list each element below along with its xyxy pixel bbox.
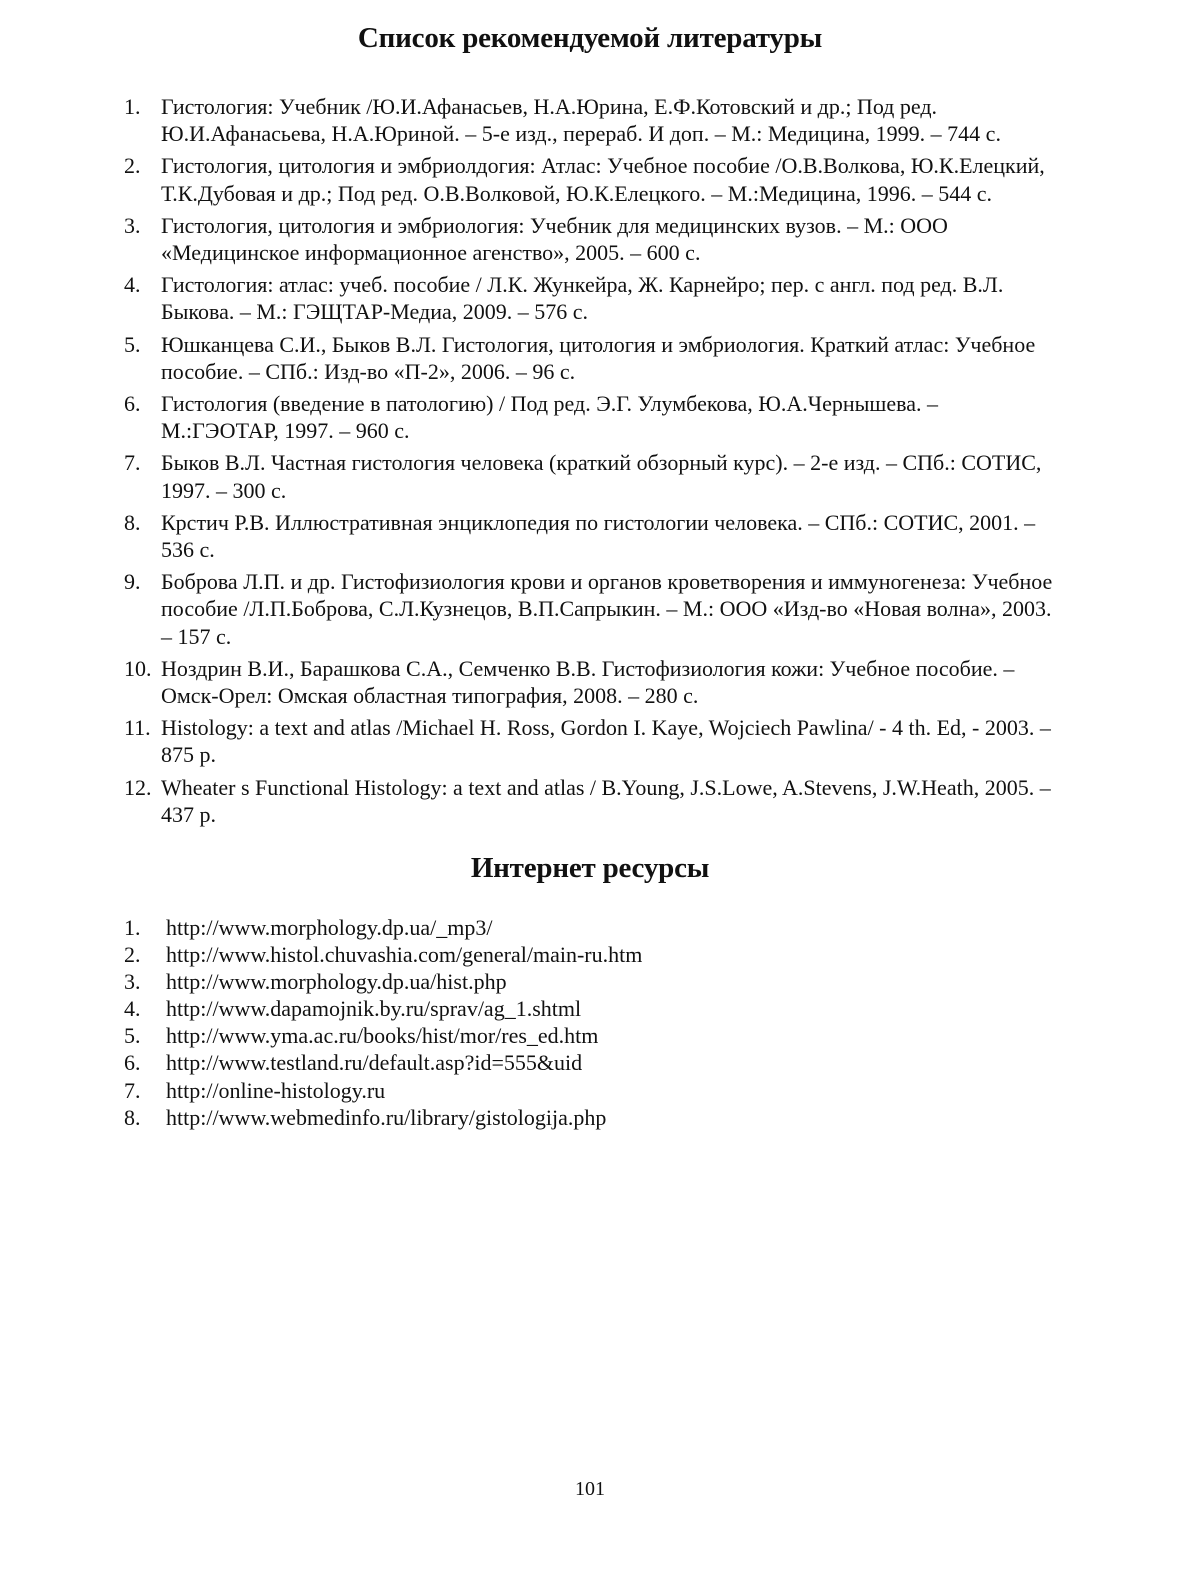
link-number: 3. <box>124 969 141 995</box>
reference-number: 8. <box>124 509 141 535</box>
reference-number: 2. <box>124 153 141 179</box>
reference-item <box>124 509 1059 563</box>
reference-text: Wheater s Functional Histology: a text and atlas / B.Young, J.S.Lowe, A.Stevens, J.W.Heath, 2005. – 437 p. <box>161 774 1051 827</box>
reference-item <box>124 774 1059 828</box>
link-url[interactable]: http://www.morphology.dp.ua/_mp3/ <box>166 915 493 940</box>
link-url[interactable]: http://online-histology.ru <box>166 1077 386 1103</box>
link-number: 1. <box>124 915 141 940</box>
link-item <box>124 1022 1059 1049</box>
link-item <box>124 1104 1059 1131</box>
link-url[interactable]: http://www.dapamojnik.by.ru/sprav/ag_1.shtml <box>166 996 582 1022</box>
link-item <box>124 968 1059 995</box>
link-number: 4. <box>124 996 141 1022</box>
reference-number: 7. <box>124 450 141 476</box>
link-url[interactable]: http://www.histol.chuvashia.com/general/main-ru.htm <box>166 942 643 968</box>
reference-text: Юшканцева С.И., Быков В.Л. Гистология, цитология и эмбриология. Краткий атлас: Учебное пособие. – СПб.: Изд-во «П-2», 2006. – 96 с. <box>161 331 1036 384</box>
reference-number: 1. <box>124 94 141 119</box>
link-number: 6. <box>124 1050 141 1076</box>
reference-number: 4. <box>124 272 141 298</box>
reference-item <box>124 390 1059 444</box>
reference-item <box>124 93 1059 147</box>
reference-item <box>124 655 1059 709</box>
reference-number: 11. <box>124 715 151 741</box>
reference-text: Гистология, цитология и эмбриология: Учебник для медицинских вузов. – М.: ООО «Медицинское информационное агенство», 2005. – 600 с. <box>161 212 948 266</box>
link-item <box>124 941 1059 968</box>
link-item <box>124 995 1059 1022</box>
reference-text: Боброва Л.П. и др. Гистофизиология крови и органов кроветворения и иммуногенеза: Учебное пособие /Л.П.Боброва, С.Л.Кузнецов, В.П.Сапрыкин. – М.: ООО «Изд-во «Новая волна», 2003. – 157 с. <box>161 569 1053 649</box>
reference-number: 3. <box>124 212 141 238</box>
reference-item <box>124 152 1059 206</box>
link-number: 8. <box>124 1104 141 1130</box>
link-url[interactable]: http://www.testland.ru/default.asp?id=555&uid <box>166 1050 583 1076</box>
references-heading: Список рекомендуемой литературы <box>357 22 823 54</box>
link-number: 7. <box>124 1077 141 1103</box>
reference-number: 10. <box>124 655 152 681</box>
reference-item <box>124 331 1059 385</box>
link-url[interactable]: http://www.morphology.dp.ua/hist.php <box>166 969 507 995</box>
reference-number: 12. <box>124 774 152 800</box>
reference-item <box>124 212 1059 266</box>
link-item <box>124 914 1059 941</box>
link-url[interactable]: http://www.webmedinfo.ru/library/gistologija.php <box>166 1104 607 1130</box>
link-url[interactable]: http://www.yma.ac.ru/books/hist/mor/res_ed.htm <box>166 1023 599 1049</box>
reference-text: Гистология: атлас: учеб. пособие / Л.К. Жункейра, Ж. Карнейро; пер. с англ. под ред. В.Л. Быкова. – М.: ГЭЩТАР-Медиа, 2009. – 576 с. <box>161 272 1004 325</box>
reference-number: 6. <box>124 391 141 417</box>
page-number: 101 <box>575 1478 605 1500</box>
reference-text: Гистология: Учебник /Ю.И.Афанасьев, Н.А.Юрина, Е.Ф.Котовский и др.; Под ред. Ю.И.Афанасьева, Н.А.Юриной. – 5-е изд., перераб. И доп. – М.: Медицина, 1999. – 744 с. <box>161 94 1001 147</box>
reference-text: Гистология (введение в патологию) / Под ред. Э.Г. Улумбекова, Ю.А.Чернышева. – М.:ГЭОТАР, 1997. – 960 с. <box>161 391 938 444</box>
link-number: 5. <box>124 1023 141 1049</box>
reference-text: Быков В.Л. Частная гистология человека (краткий обзорный курс). – 2-е изд. – СПб.: СОТИС, 1997. – 300 с. <box>161 450 1042 503</box>
internet-resources-heading: Интернет ресурсы <box>470 852 710 884</box>
reference-text: Ноздрин В.И., Барашкова С.А., Семченко В.В. Гистофизиология кожи: Учебное пособие. – Омск-Орел: Омская областная типография, 2008. – 280 с. <box>161 655 1015 709</box>
reference-number: 5. <box>124 331 141 357</box>
reference-text: Крстич Р.В. Иллюстративная энциклопедия по гистологии человека. – СПб.: СОТИС, 2001. – 536 с. <box>161 509 1036 563</box>
internet-links-list <box>124 914 1059 1131</box>
link-item <box>124 1049 1059 1076</box>
reference-text: Гистология, цитология и эмбриолдогия: Атлас: Учебное пособие /О.В.Волкова, Ю.К.Елецкий, Т.К.Дубовая и др.; Под ред. О.В.Волковой, Ю.К.Елецкого. – М.:Медицина, 1996. – 544 с. <box>161 153 1045 206</box>
reference-item <box>124 568 1059 650</box>
link-item <box>124 1077 1059 1104</box>
reference-number: 9. <box>124 569 141 595</box>
reference-text: Histology: a text and atlas /Michael H. Ross, Gordon I. Kaye, Wojciech Pawlina/ - 4 th. Ed, - 2003. – 875 p. <box>161 715 1051 768</box>
link-number: 2. <box>124 942 141 968</box>
reference-item <box>124 714 1059 768</box>
reference-item <box>124 271 1059 325</box>
references-list <box>124 93 1059 828</box>
reference-item <box>124 449 1059 503</box>
